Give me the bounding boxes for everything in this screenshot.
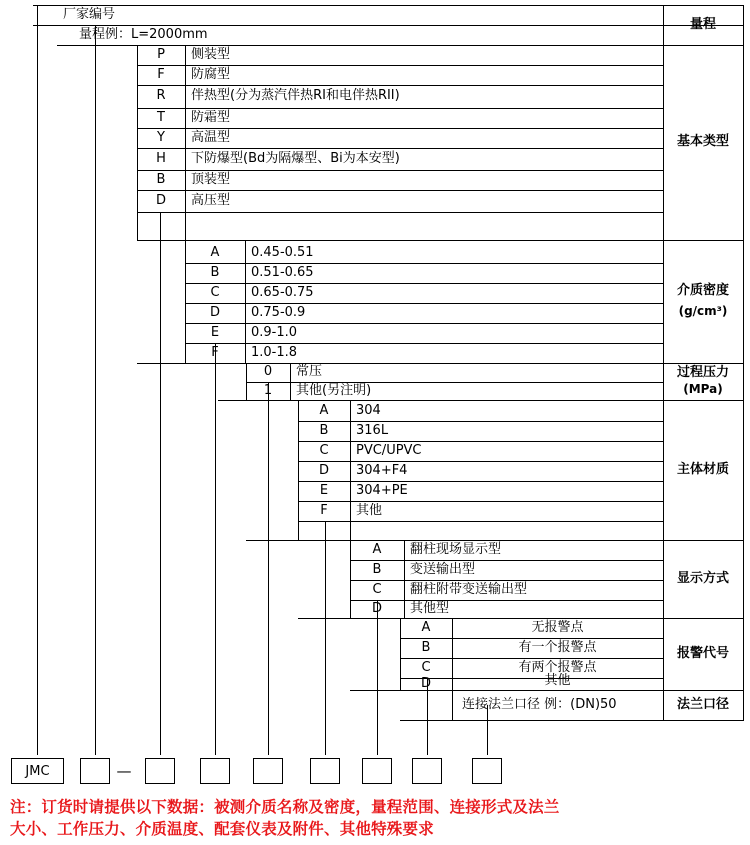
basic-type-text-0: 侧装型 xyxy=(191,46,231,62)
material-code-3: D xyxy=(318,462,329,478)
right-label-display: 显示方式 xyxy=(676,570,729,586)
alarm-code-2: C xyxy=(421,659,431,675)
material-text-3: 304+F4 xyxy=(356,462,408,478)
material-text-5: 其他 xyxy=(356,502,383,518)
display-code-1: B xyxy=(372,561,382,577)
right-label-density-unit: (g/cm³) xyxy=(678,304,728,319)
material-code-1: B xyxy=(319,422,329,438)
basic-type-code-1: F xyxy=(157,66,165,82)
alarm-code-3: D xyxy=(420,675,431,691)
slot-3-box[interactable] xyxy=(200,758,230,784)
separator-dash: — xyxy=(116,762,132,780)
slot-5-box[interactable] xyxy=(310,758,340,784)
right-label-material: 主体材质 xyxy=(676,461,729,477)
basic-type-text-6: 顶装型 xyxy=(191,171,231,187)
leader-line-7 xyxy=(427,678,428,755)
right-label-pressure-unit: (MPa) xyxy=(683,382,723,397)
leader-line-3 xyxy=(215,343,216,755)
leader-line-2 xyxy=(160,212,161,755)
leader-line-8 xyxy=(487,705,488,755)
right-label-flange: 法兰口径 xyxy=(676,696,729,712)
alarm-text-1: 有一个报警点 xyxy=(518,639,597,655)
basic-type-code-0: P xyxy=(157,46,165,62)
pressure-text-0: 常压 xyxy=(296,364,323,380)
material-code-2: C xyxy=(319,442,329,458)
slot-6-box[interactable] xyxy=(362,758,392,784)
leader-line-5 xyxy=(325,521,326,755)
alarm-text-2: 有两个报警点 xyxy=(518,659,597,675)
basic-type-code-2: R xyxy=(156,88,166,104)
density-code-3: D xyxy=(209,304,220,320)
basic-type-code-7: D xyxy=(155,192,166,208)
basic-type-code-5: H xyxy=(156,150,166,166)
right-label-density-main: 介质密度 xyxy=(676,283,729,299)
pressure-code-0: 0 xyxy=(263,364,273,380)
slot-4-box[interactable] xyxy=(253,758,283,784)
density-code-4: E xyxy=(210,324,220,340)
display-text-1: 变送输出型 xyxy=(410,561,476,577)
range-example-label: 量程例：L=2000mm xyxy=(79,26,208,42)
slot-8-box[interactable] xyxy=(472,758,502,784)
basic-type-code-3: T xyxy=(157,109,165,125)
g4-row-line-6 xyxy=(298,521,663,522)
basic-type-text-3: 防霜型 xyxy=(191,109,231,125)
leader-line-1 xyxy=(95,25,96,755)
basic-type-code-4: Y xyxy=(157,129,165,145)
leader-line-0 xyxy=(37,5,38,755)
density-code-1: B xyxy=(210,264,220,280)
density-text-2: 0.65-0.75 xyxy=(251,284,314,300)
display-code-2: C xyxy=(372,581,382,597)
density-code-2: C xyxy=(210,284,220,300)
material-text-0: 304 xyxy=(356,402,381,418)
leader-line-6 xyxy=(377,600,378,755)
frame-line-r9 xyxy=(400,720,744,721)
right-label-pressure-main: 过程压力 xyxy=(676,365,729,381)
material-code-5: F xyxy=(320,502,328,518)
pressure-code-1: 1 xyxy=(263,382,273,398)
display-code-0: A xyxy=(372,541,382,557)
order-note-line-2: 大小、工作压力、介质温度、配套仪表及附件、其他特殊要求 xyxy=(10,820,434,839)
basic-type-text-2: 伴热型(分为蒸汽伴热RI和电伴热RII) xyxy=(191,88,400,104)
right-label-alarm: 报警代号 xyxy=(676,645,729,661)
right-label-range: 量程 xyxy=(689,16,716,32)
density-text-4: 0.9-1.0 xyxy=(251,324,298,340)
model-prefix-box[interactable]: JMC xyxy=(11,758,64,784)
display-code-3: D xyxy=(371,600,382,616)
basic-type-text-4: 高温型 xyxy=(191,129,231,145)
g1-row-line-8 xyxy=(137,212,663,213)
material-code-0: A xyxy=(319,402,329,418)
right-label-basic-type: 基本类型 xyxy=(676,134,729,150)
manufacturer-no-label: 厂家编号 xyxy=(63,6,116,22)
density-code-5: F xyxy=(211,344,219,360)
pressure-text-1: 其他(另注明) xyxy=(296,382,372,398)
right-label-pressure xyxy=(663,363,743,400)
display-text-3: 其他型 xyxy=(410,600,450,616)
basic-type-text-5: 下防爆型(Bd为隔爆型、Bi为本安型) xyxy=(191,150,400,166)
right-label-density xyxy=(663,240,743,363)
alarm-text-0: 无报警点 xyxy=(531,619,584,635)
order-note xyxy=(10,796,745,841)
density-text-0: 0.45-0.51 xyxy=(251,244,314,260)
flange-text-0: 连接法兰口径 例：(DN)50 xyxy=(462,696,617,712)
density-text-3: 0.75-0.9 xyxy=(251,304,306,320)
slot-7-box[interactable] xyxy=(412,758,442,784)
display-text-2: 翻柱附带变送输出型 xyxy=(410,581,528,597)
material-code-4: E xyxy=(319,482,329,498)
material-text-1: 316L xyxy=(356,422,389,438)
alarm-code-0: A xyxy=(421,619,431,635)
display-text-0: 翻柱现场显示型 xyxy=(410,541,502,557)
density-code-0: A xyxy=(210,244,220,260)
leader-line-4 xyxy=(268,382,269,755)
density-text-1: 0.51-0.65 xyxy=(251,264,314,280)
material-text-4: 304+PE xyxy=(356,482,408,498)
basic-type-text-1: 防腐型 xyxy=(191,66,231,82)
basic-type-text-7: 高压型 xyxy=(191,192,231,208)
basic-type-code-6: B xyxy=(156,171,166,187)
alarm-code-1: B xyxy=(421,639,431,655)
order-note-line-1: 注：订货时请提供以下数据：被测介质名称及密度，量程范围、连接形式及法兰 xyxy=(10,798,560,816)
frame-line-r3 xyxy=(137,240,744,241)
alarm-text-3: 其他 xyxy=(544,672,571,688)
slot-1-box[interactable] xyxy=(80,758,110,784)
slot-2-box[interactable] xyxy=(145,758,175,784)
density-text-5: 1.0-1.8 xyxy=(251,344,298,360)
material-text-2: PVC/UPVC xyxy=(356,442,422,458)
